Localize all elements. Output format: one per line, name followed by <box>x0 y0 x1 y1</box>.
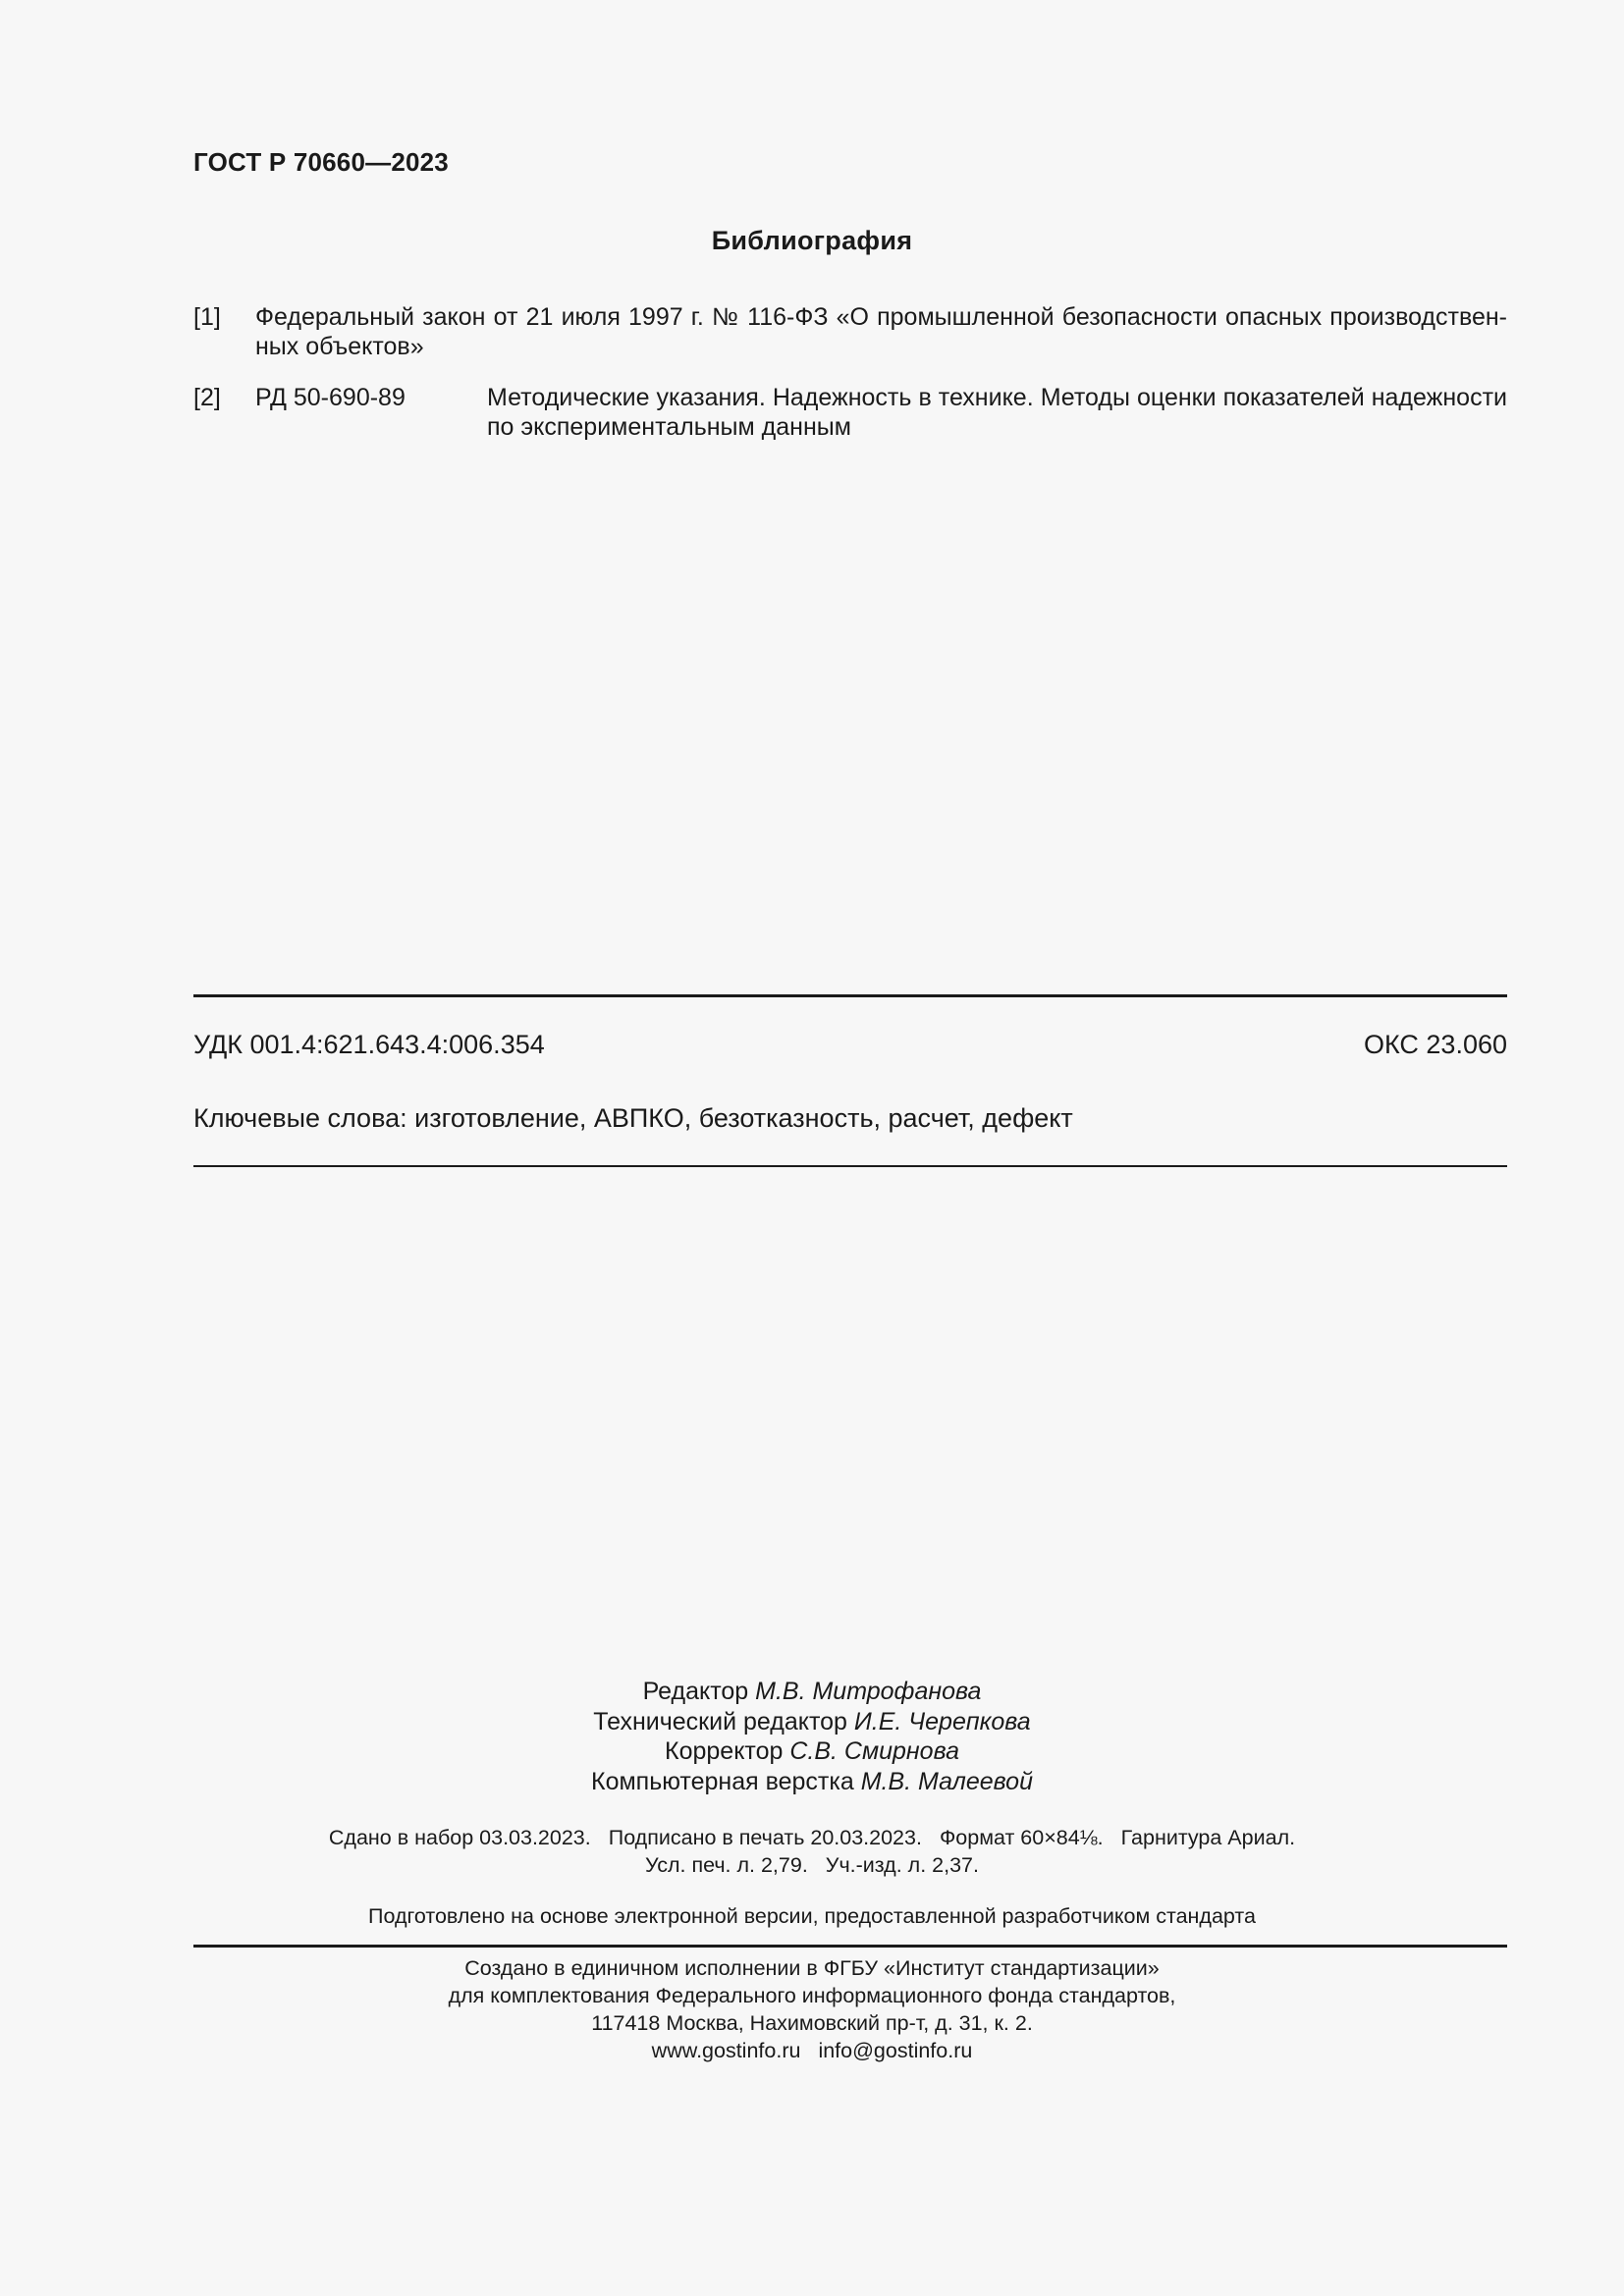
credit-editor <box>0 1677 1624 1707</box>
credit-role: Компьютерная верстка <box>591 1767 854 1795</box>
bibliography-item-2-number: [2] <box>193 384 221 411</box>
email-link[interactable]: info@gostinfo.ru <box>818 2039 973 2062</box>
footer-contacts <box>0 2037 1624 2064</box>
imprint-submitted: Сдано в набор 03.03.2023. <box>328 1826 591 1849</box>
credit-name: М.В. Митрофанова <box>755 1678 982 1705</box>
imprint-signed: Подписано в печать 20.03.2023. <box>608 1826 922 1849</box>
credit-proofreader <box>0 1736 1624 1767</box>
website-link[interactable]: www.gostinfo.ru <box>651 2039 801 2062</box>
imprint-line-1 <box>0 1824 1624 1851</box>
imprint-format: Формат 60×84⅛. <box>939 1826 1104 1849</box>
bottom-divider <box>193 1165 1507 1167</box>
document-code: ГОСТ Р 70660—2023 <box>193 147 449 177</box>
credit-name: М.В. Малеевой <box>860 1767 1033 1795</box>
credit-layout <box>0 1767 1624 1797</box>
imprint-typeface: Гарнитура Ариал. <box>1120 1826 1296 1849</box>
credit-technical-editor <box>0 1707 1624 1737</box>
credit-role: Корректор <box>665 1737 784 1765</box>
imprint-block <box>0 1824 1624 1879</box>
bibliography-item-2-line-2: по экспериментальным данным <box>487 413 851 441</box>
footer-block <box>0 1954 1624 2064</box>
bibliography-item-2-line-1: Методические указания. Надежность в технике. Методы оценки показателей надежности <box>487 384 1507 411</box>
footer-address: 117418 Москва, Нахимовский пр-т, д. 31, к. 2. <box>591 2011 1033 2035</box>
bibliography-item-1-line-2: ных объектов» <box>255 333 424 360</box>
oks-code: ОКС 23.060 <box>1363 1030 1507 1059</box>
credit-name: С.В. Смирнова <box>789 1737 959 1765</box>
credits-block <box>0 1677 1624 1796</box>
credit-role: Технический редактор <box>593 1707 847 1735</box>
bibliography-item-1-line-1: Федеральный закон от 21 июля 1997 г. № 116-ФЗ «О промышленной безопасности опасных производствен- <box>255 303 1507 331</box>
footer-line-2: для комплектования Федерального информационного фонда стандартов, <box>448 1984 1176 2007</box>
imprint-print-sheets: Усл. печ. л. 2,79. <box>644 1853 808 1877</box>
udk-code: УДК 001.4:621.643.4:006.354 <box>193 1030 545 1059</box>
bibliography-item-2-text <box>487 383 1507 442</box>
footer-line-1: Создано в единичном исполнении в ФГБУ «Институт стандартизации» <box>464 1956 1160 1980</box>
top-divider <box>193 994 1507 997</box>
keywords: Ключевые слова: изготовление, АВПКО, безотказность, расчет, дефект <box>193 1103 1073 1133</box>
credit-role: Редактор <box>642 1678 749 1705</box>
imprint-publishing-sheets: Уч.-изд. л. 2,37. <box>825 1853 979 1877</box>
imprint-line-2 <box>0 1851 1624 1879</box>
bibliography-item-1-text <box>255 302 1507 361</box>
bibliography-title: Библиография <box>711 226 913 255</box>
bibliography-item-2-code: РД 50-690-89 <box>255 384 406 411</box>
prepared-note: Подготовлено на основе электронной версии, предоставленной разработчиком стандарта <box>368 1904 1256 1928</box>
credit-name: И.Е. Черепкова <box>853 1707 1031 1735</box>
footer-divider <box>193 1945 1507 1948</box>
bibliography-item-1-number: [1] <box>193 303 221 331</box>
